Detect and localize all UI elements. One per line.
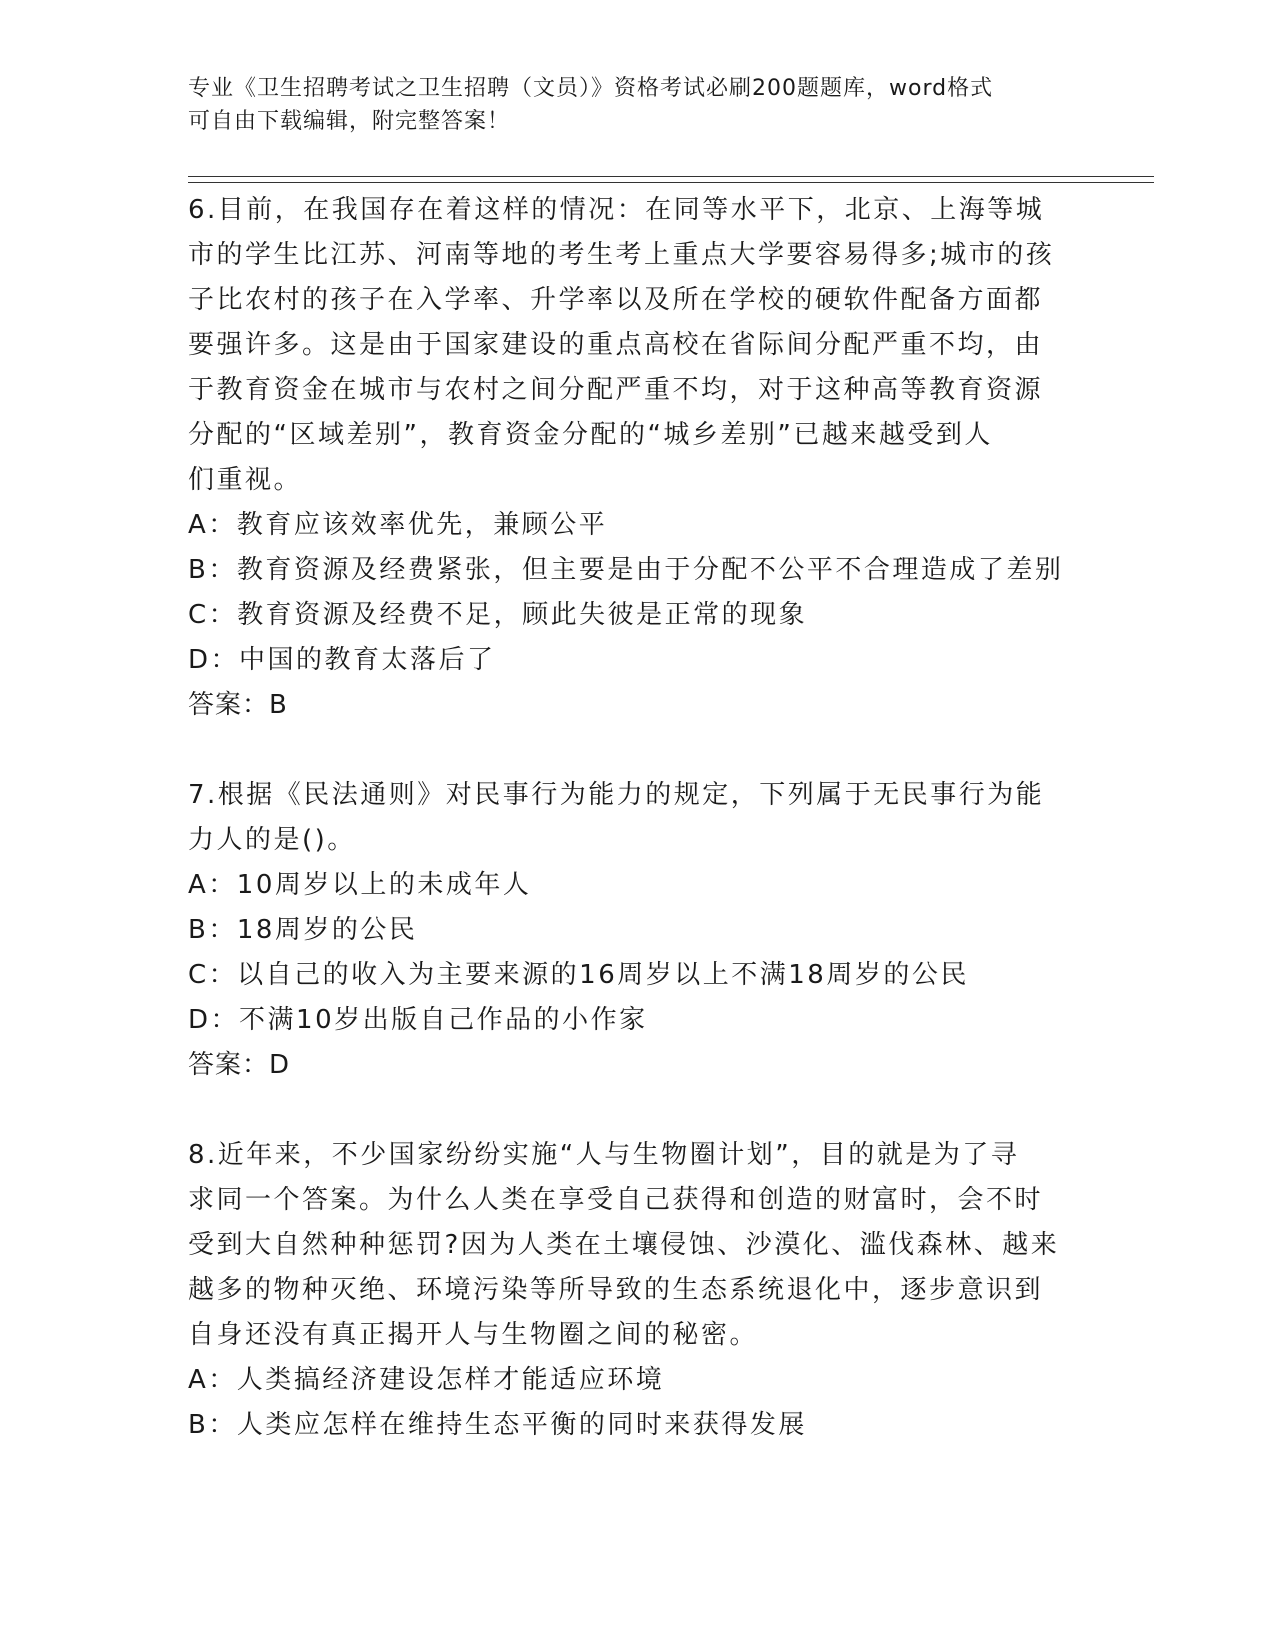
option-d: D：中国的教育太落后了 [188,645,496,675]
option-b: B：人类应怎样在维持生态平衡的同时来获得发展 [188,1410,807,1440]
question-text-line: 们重视。 [188,465,303,495]
option-c: C：教育资源及经费不足，顾此失彼是正常的现象 [188,600,808,630]
question-text-line: 求同一个答案。为什么人类在享受自己获得和创造的财富时，会不时 [188,1185,1044,1215]
option-b: B：18周岁的公民 [188,915,418,945]
question-text-line: 分配的“区域差别”，教育资金分配的“城乡差别”已越来越受到人 [188,420,993,450]
option-a: A：教育应该效率优先，兼顾公平 [188,510,608,540]
question-text-line: 要强许多。这是由于国家建设的重点高校在省际间分配严重不均，由 [188,330,1044,360]
question-text-line: 力人的是()。 [188,825,356,855]
question-text-line: 越多的物种灭绝、环境污染等所导致的生态系统退化中，逐步意识到 [188,1275,1044,1305]
question-text-line: 于教育资金在城市与农村之间分配严重不均，对于这种高等教育资源 [188,375,1044,405]
question-spacer [188,1088,1068,1133]
answer: 答案：B [188,690,288,720]
header-line-1: 专业《卫生招聘考试之卫生招聘（文员）》资格考试必刷200题题库，word格式 [188,76,994,101]
option-a: A：10周岁以上的未成年人 [188,870,532,900]
header-divider-bottom [188,182,1154,183]
question-text-line: 自身还没有真正揭开人与生物圈之间的秘密。 [188,1320,759,1350]
question-spacer [188,728,1068,773]
header-divider-top [188,176,1154,177]
question-list [188,188,1068,1448]
header-line-2: 可自由下载编辑，附完整答案！ [188,109,511,134]
question-6 [188,188,1068,728]
question-8 [188,1133,1068,1448]
question-text-line: 市的学生比江苏、河南等地的考生考上重点大学要容易得多;城市的孩 [188,240,1055,270]
option-a: A：人类搞经济建设怎样才能适应环境 [188,1365,665,1395]
question-text-line: 8.近年来，不少国家纷纷实施“人与生物圈计划”，目的就是为了寻 [188,1140,1020,1170]
question-text-line: 7.根据《民法通则》对民事行为能力的规定，下列属于无民事行为能 [188,780,1045,810]
document-header [188,72,1068,138]
question-text-line: 6.目前，在我国存在着这样的情况：在同等水平下，北京、上海等城 [188,195,1045,225]
option-d: D：不满10岁出版自己作品的小作家 [188,1005,648,1035]
question-text-line: 受到大自然种种惩罚?因为人类在土壤侵蚀、沙漠化、滥伐森林、越来 [188,1230,1060,1260]
answer: 答案：D [188,1050,291,1080]
question-7 [188,773,1068,1088]
option-c: C：以自己的收入为主要来源的16周岁以上不满18周岁的公民 [188,960,969,990]
option-b: B：教育资源及经费紧张，但主要是由于分配不公平不合理造成了差别 [188,555,1064,585]
question-text-line: 子比农村的孩子在入学率、升学率以及所在学校的硬软件配备方面都 [188,285,1044,315]
